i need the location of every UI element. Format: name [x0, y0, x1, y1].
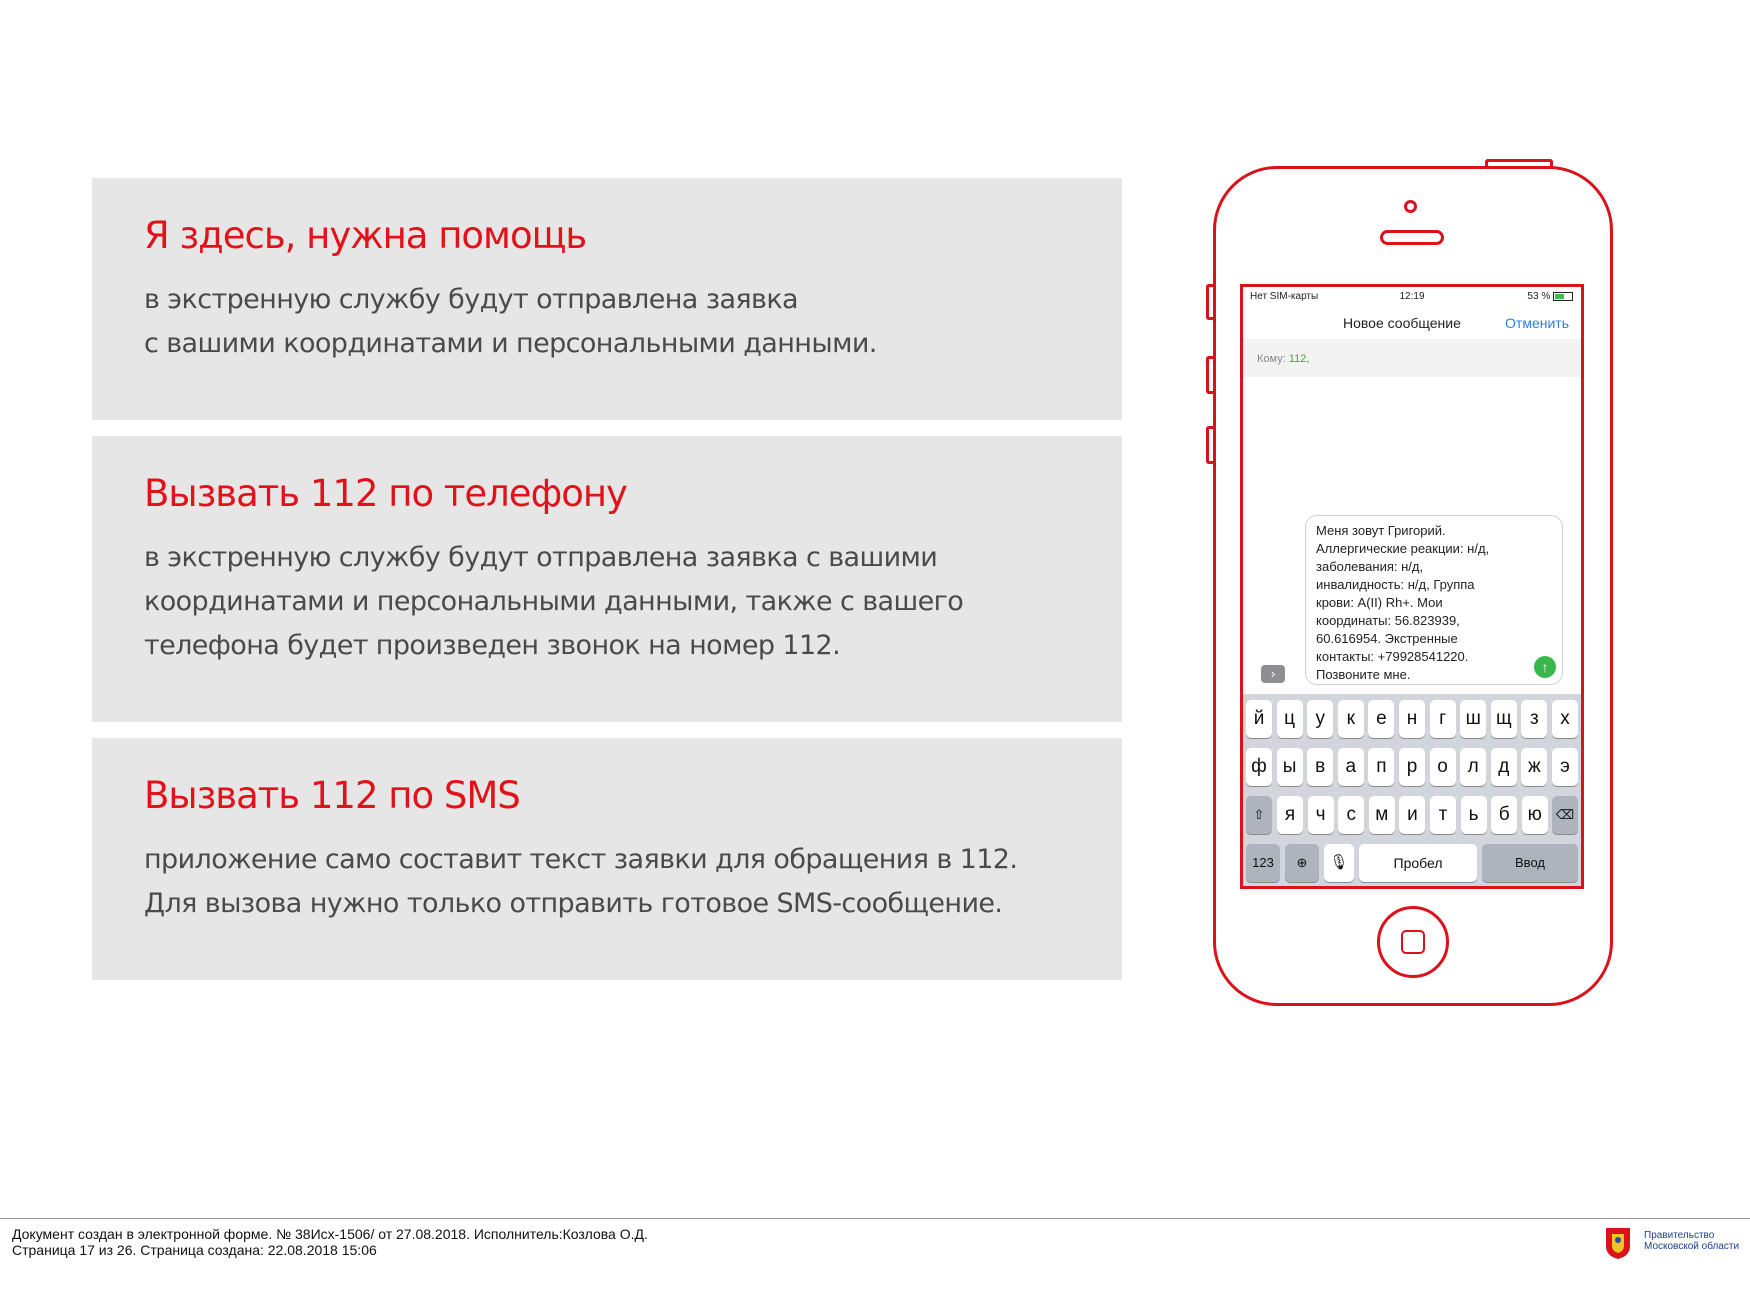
info-card-call-sms — [92, 738, 1122, 980]
phone-screen — [1240, 284, 1584, 889]
key-ч[interactable]: ч — [1308, 796, 1334, 834]
footer-divider — [0, 1218, 1750, 1219]
key-ь[interactable]: ь — [1461, 796, 1487, 834]
keyboard-row-1 — [1246, 700, 1578, 738]
enter-key[interactable]: Ввод — [1482, 844, 1578, 882]
keyboard-row-2 — [1246, 748, 1578, 786]
key-в[interactable]: в — [1307, 748, 1333, 786]
info-card-here-need-help — [92, 178, 1122, 420]
key-к[interactable]: к — [1338, 700, 1364, 738]
microphone-icon[interactable]: 🎙 — [1324, 844, 1354, 882]
coat-of-arms-icon — [1604, 1224, 1632, 1260]
send-arrow-icon[interactable]: ↑ — [1534, 656, 1556, 678]
recipient-label: Кому: — [1257, 353, 1286, 365]
keyboard-row-3 — [1246, 796, 1578, 834]
key-ж[interactable]: ж — [1521, 748, 1547, 786]
key-ю[interactable]: ю — [1522, 796, 1548, 834]
keyboard — [1243, 694, 1581, 886]
key-о[interactable]: о — [1430, 748, 1456, 786]
key-х[interactable]: х — [1552, 700, 1578, 738]
status-time: 12:19 — [1399, 291, 1425, 302]
key-ф[interactable]: ф — [1246, 748, 1272, 786]
key-р[interactable]: р — [1399, 748, 1425, 786]
key-м[interactable]: м — [1369, 796, 1395, 834]
card-text: в экстренную службу будут отправлена заявка с вашими координатами и персональными данными. — [144, 284, 877, 359]
card-title: Я здесь, нужна помощь — [144, 214, 587, 257]
key-л[interactable]: л — [1460, 748, 1486, 786]
backspace-icon[interactable]: ⌫ — [1552, 796, 1578, 834]
battery-indicator: 53 % — [1527, 291, 1573, 302]
cancel-button[interactable]: Отменить — [1505, 315, 1569, 331]
battery-icon — [1553, 292, 1573, 301]
key-щ[interactable]: щ — [1491, 700, 1517, 738]
key-ш[interactable]: ш — [1460, 700, 1486, 738]
key-у[interactable]: у — [1307, 700, 1333, 738]
key-е[interactable]: е — [1368, 700, 1394, 738]
space-key[interactable]: Пробел — [1359, 844, 1477, 882]
key-з[interactable]: з — [1521, 700, 1547, 738]
globe-icon[interactable]: ⊕ — [1285, 844, 1319, 882]
logo-text-line-2: Московской области — [1644, 1241, 1740, 1252]
government-logo — [1604, 1222, 1744, 1262]
card-title: Вызвать 112 по телефону — [144, 472, 627, 515]
key-й[interactable]: й — [1246, 700, 1272, 738]
status-bar — [1243, 287, 1581, 305]
info-card-call-phone — [92, 436, 1122, 722]
key-с[interactable]: с — [1338, 796, 1364, 834]
new-message-title: Новое сообщение — [1343, 315, 1461, 331]
card-title: Вызвать 112 по SMS — [144, 774, 520, 817]
recipient-field[interactable] — [1243, 339, 1581, 377]
key-д[interactable]: д — [1491, 748, 1517, 786]
keyboard-row-4 — [1246, 844, 1578, 882]
message-navbar — [1243, 305, 1581, 339]
footer-line-2: Страница 17 из 26. Страница создана: 22.08.2018 15:06 — [12, 1242, 377, 1258]
key-ы[interactable]: ы — [1277, 748, 1303, 786]
key-и[interactable]: и — [1399, 796, 1425, 834]
phone-camera — [1404, 200, 1417, 213]
key-ц[interactable]: ц — [1277, 700, 1303, 738]
message-draft[interactable] — [1305, 515, 1563, 685]
phone-speaker — [1380, 230, 1444, 245]
carrier-label: Нет SIM-карты — [1250, 291, 1319, 302]
key-б[interactable]: б — [1491, 796, 1517, 834]
expand-chevron-icon[interactable]: › — [1261, 665, 1285, 683]
key-э[interactable]: э — [1552, 748, 1578, 786]
message-text: Меня зовут Григорий. Аллергические реакции: н/д, заболевания: н/д, инвалидность: н/д, Группа крови: A(II) Rh+. Мои координаты: 56.823939, 60.616954. Экстренные контакты: +79928541220. Позвоните мне. — [1316, 523, 1490, 682]
recipient-number: 112, — [1288, 353, 1310, 365]
shift-icon[interactable]: ⇧ — [1246, 796, 1272, 834]
key-а[interactable]: а — [1338, 748, 1364, 786]
key-п[interactable]: п — [1368, 748, 1394, 786]
numbers-key[interactable]: 123 — [1246, 844, 1280, 882]
key-н[interactable]: н — [1399, 700, 1425, 738]
logo-text-line-1: Правительство — [1644, 1230, 1715, 1241]
card-text: приложение само составит текст заявки для обращения в 112. Для вызова нужно только отправить готовое SMS-сообщение. — [144, 844, 1018, 919]
footer-text — [12, 1226, 648, 1258]
key-г[interactable]: г — [1430, 700, 1456, 738]
home-square-icon — [1401, 930, 1425, 954]
key-я[interactable]: я — [1277, 796, 1303, 834]
key-т[interactable]: т — [1430, 796, 1456, 834]
footer-line-1: Документ создан в электронной форме. № 38Исх-1506/ от 27.08.2018. Исполнитель:Козлова О.Д. — [12, 1226, 648, 1242]
card-text: в экстренную службу будут отправлена заявка с вашими координатами и персональными данными, также с вашего телефона будет произведен звонок на номер 112. — [144, 542, 964, 661]
